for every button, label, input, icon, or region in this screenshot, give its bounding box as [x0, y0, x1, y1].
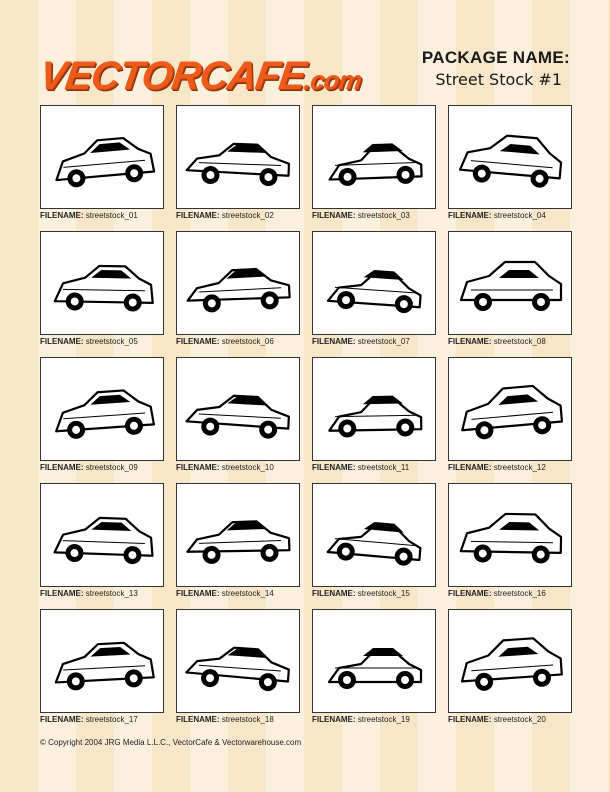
filename-caption: [176, 463, 316, 472]
race-car-illustration[interactable]: [448, 483, 572, 587]
filename-label: FILENAME:: [448, 715, 492, 724]
filename-label: FILENAME:: [176, 211, 220, 220]
filename-value: streetstock_12: [493, 463, 546, 472]
race-car-illustration[interactable]: [312, 483, 436, 587]
filename-value: streetstock_04: [493, 211, 546, 220]
filename-value: streetstock_05: [85, 337, 138, 346]
filename-label: FILENAME:: [176, 337, 220, 346]
race-car-illustration[interactable]: [40, 105, 164, 209]
copyright-notice: © Copyright 2004 JRG Media L.L.C., VectorCafe & Vectorwarehouse.com: [40, 738, 302, 747]
filename-label: FILENAME:: [40, 463, 84, 472]
filename-caption: [448, 337, 588, 346]
race-car-illustration[interactable]: [448, 609, 572, 713]
filename-label: FILENAME:: [448, 589, 492, 598]
filename-caption: [448, 589, 588, 598]
filename-value: streetstock_15: [357, 589, 410, 598]
filename-label: FILENAME:: [312, 463, 356, 472]
thumbnail-item[interactable]: [176, 231, 300, 356]
race-car-illustration[interactable]: [176, 105, 300, 209]
thumbnail-item[interactable]: [448, 357, 572, 482]
filename-caption: [448, 715, 588, 724]
thumbnail-item[interactable]: [312, 483, 436, 608]
filename-label: FILENAME:: [40, 211, 84, 220]
filename-value: streetstock_07: [357, 337, 410, 346]
race-car-illustration[interactable]: [40, 609, 164, 713]
filename-caption: [176, 337, 316, 346]
filename-caption: [312, 463, 452, 472]
filename-caption: [312, 337, 452, 346]
logo-main-text: VECTORCAFE: [36, 54, 308, 98]
thumbnail-grid: [40, 105, 570, 725]
filename-label: FILENAME:: [448, 211, 492, 220]
package-name: Street Stock #1: [435, 70, 562, 89]
thumbnail-item[interactable]: [448, 231, 572, 356]
race-car-illustration[interactable]: [448, 357, 572, 461]
race-car-illustration[interactable]: [40, 357, 164, 461]
filename-caption: [312, 715, 452, 724]
thumbnail-item[interactable]: [312, 105, 436, 230]
race-car-illustration[interactable]: [448, 231, 572, 335]
filename-label: FILENAME:: [40, 589, 84, 598]
thumbnail-item[interactable]: [40, 609, 164, 734]
race-car-illustration[interactable]: [176, 483, 300, 587]
filename-caption: [40, 211, 180, 220]
filename-label: FILENAME:: [176, 715, 220, 724]
filename-caption: [40, 715, 180, 724]
thumbnail-item[interactable]: [40, 357, 164, 482]
race-car-illustration[interactable]: [448, 105, 572, 209]
filename-caption: [40, 337, 180, 346]
filename-value: streetstock_20: [493, 715, 546, 724]
race-car-illustration[interactable]: [176, 609, 300, 713]
race-car-illustration[interactable]: [176, 231, 300, 335]
filename-label: FILENAME:: [312, 211, 356, 220]
thumbnail-item[interactable]: [312, 357, 436, 482]
thumbnail-item[interactable]: [40, 231, 164, 356]
filename-value: streetstock_02: [221, 211, 274, 220]
filename-label: FILENAME:: [312, 589, 356, 598]
vectorcafe-logo: [37, 56, 364, 96]
filename-value: streetstock_09: [85, 463, 138, 472]
filename-caption: [176, 715, 316, 724]
filename-value: streetstock_10: [221, 463, 274, 472]
filename-label: FILENAME:: [312, 337, 356, 346]
filename-value: streetstock_16: [493, 589, 546, 598]
filename-caption: [176, 211, 316, 220]
filename-label: FILENAME:: [40, 337, 84, 346]
filename-caption: [176, 589, 316, 598]
filename-caption: [312, 211, 452, 220]
thumbnail-item[interactable]: [176, 483, 300, 608]
filename-label: FILENAME:: [176, 463, 220, 472]
filename-caption: [40, 589, 180, 598]
race-car-illustration[interactable]: [176, 357, 300, 461]
thumbnail-item[interactable]: [448, 483, 572, 608]
filename-label: FILENAME:: [312, 715, 356, 724]
race-car-illustration[interactable]: [312, 105, 436, 209]
thumbnail-item[interactable]: [176, 357, 300, 482]
filename-label: FILENAME:: [448, 337, 492, 346]
filename-value: streetstock_17: [85, 715, 138, 724]
thumbnail-item[interactable]: [312, 231, 436, 356]
thumbnail-item[interactable]: [448, 609, 572, 734]
filename-value: streetstock_18: [221, 715, 274, 724]
race-car-illustration[interactable]: [312, 357, 436, 461]
race-car-illustration[interactable]: [40, 483, 164, 587]
filename-caption: [312, 589, 452, 598]
filename-value: streetstock_03: [357, 211, 410, 220]
filename-value: streetstock_08: [493, 337, 546, 346]
thumbnail-item[interactable]: [312, 609, 436, 734]
thumbnail-item[interactable]: [40, 483, 164, 608]
thumbnail-item[interactable]: [176, 609, 300, 734]
logo-suffix-text: .com: [302, 65, 364, 95]
thumbnail-item[interactable]: [176, 105, 300, 230]
race-car-illustration[interactable]: [312, 609, 436, 713]
filename-label: FILENAME:: [40, 715, 84, 724]
filename-label: FILENAME:: [448, 463, 492, 472]
filename-caption: [448, 463, 588, 472]
filename-label: FILENAME:: [176, 589, 220, 598]
thumbnail-item[interactable]: [448, 105, 572, 230]
filename-value: streetstock_11: [357, 463, 410, 472]
filename-value: streetstock_01: [85, 211, 138, 220]
thumbnail-item[interactable]: [40, 105, 164, 230]
race-car-illustration[interactable]: [40, 231, 164, 335]
filename-caption: [40, 463, 180, 472]
filename-caption: [448, 211, 588, 220]
race-car-illustration[interactable]: [312, 231, 436, 335]
filename-value: streetstock_14: [221, 589, 274, 598]
package-label: PACKAGE NAME:: [421, 48, 570, 67]
filename-value: streetstock_13: [85, 589, 138, 598]
filename-value: streetstock_06: [221, 337, 274, 346]
filename-value: streetstock_19: [357, 715, 410, 724]
